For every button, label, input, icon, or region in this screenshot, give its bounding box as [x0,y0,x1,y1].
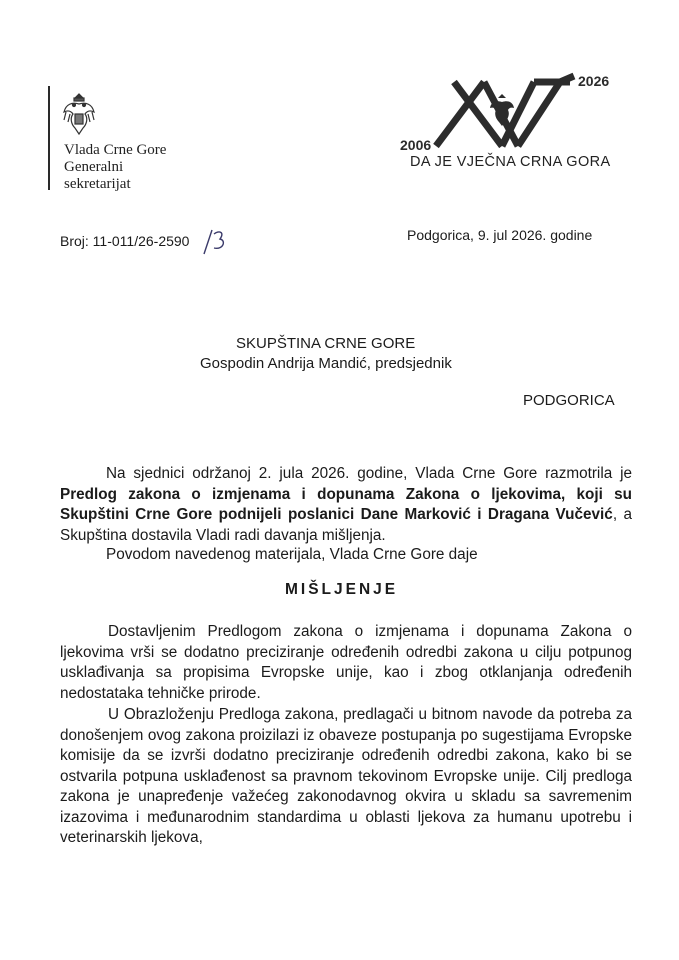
paragraph-opinion-2: U Obrazloženju Predloga zakona, predlagači u bitnom navode da potreba za donošenjem ovog zakona proizilazi iz obaveze postupanja po sugestijama Evropske komisije da se izvrši dodatno preciziranje određenih odredbi zakona, kako bi se ostvarila potpuna usklađenost sa pravnom tekovinom Evropske unije. Cilj predloga zakona je unapređenje važećeg zakonodavnog okvira u skladu sa savremenim izazovima i međunarodnim standardima u oblasti ljekova za humanu upotrebu i veterinarskih ljekova, [60,706,632,846]
header-divider [48,86,50,190]
institution-line: Generalni [64,159,124,175]
paragraph-transition: Povodom navedenog materijala, Vlada Crne Gore daje [106,546,478,563]
recipient-org: SKUPŠTINA CRNE GORE [236,335,416,352]
handwritten-suffix [202,226,228,256]
institution-line: sekretarijat [64,176,131,192]
reference-number: Broj: 11-011/26-2590 [60,233,190,249]
section-heading: MIŠLJENJE [285,581,399,598]
coat-of-arms-icon [62,92,96,138]
logo-tagline: DA JE VJEČNA CRNA GORA [410,154,611,170]
place-date: Podgorica, 9. jul 2026. godine [407,227,593,243]
recipient-person: Gospodin Andrija Mandić, predsjednik [200,355,452,372]
logo-year-end: 2026 [578,73,610,89]
paragraph-opinion-1: Dostavljenim Predlogom zakona o izmjenama i dopunama Zakona o ljekovima vrši se dodatno preciziranje određenih odredbi zakona u cilju potpunog usklađivanja sa propisima Evropske unije, kao i zbog otklanjanja određenih nedostataka tehničke prirode. [60,623,632,702]
paragraph-intro-start: Na sjednici održanoj 2. jula 2026. godine, Vlada Crne Gore razmotrila je [106,465,632,482]
paragraph-intro-bold: Predlog zakona o izmjenama i dopunama Zakona o ljekovima, koji su Skupštini Crne Gore podnijeli poslanici Dane Marković i Dragana Vučević [60,485,632,523]
paragraph-intro [60,464,632,546]
institution-name [64,142,166,193]
paragraph-intro-end: , a Skupština dostavila Vladi radi davanja mišljenja. [60,506,632,544]
recipient-city: PODGORICA [523,392,615,409]
logo-year-start: 2006 [400,137,432,153]
institution-line: Vlada Crne Gore [64,142,167,158]
